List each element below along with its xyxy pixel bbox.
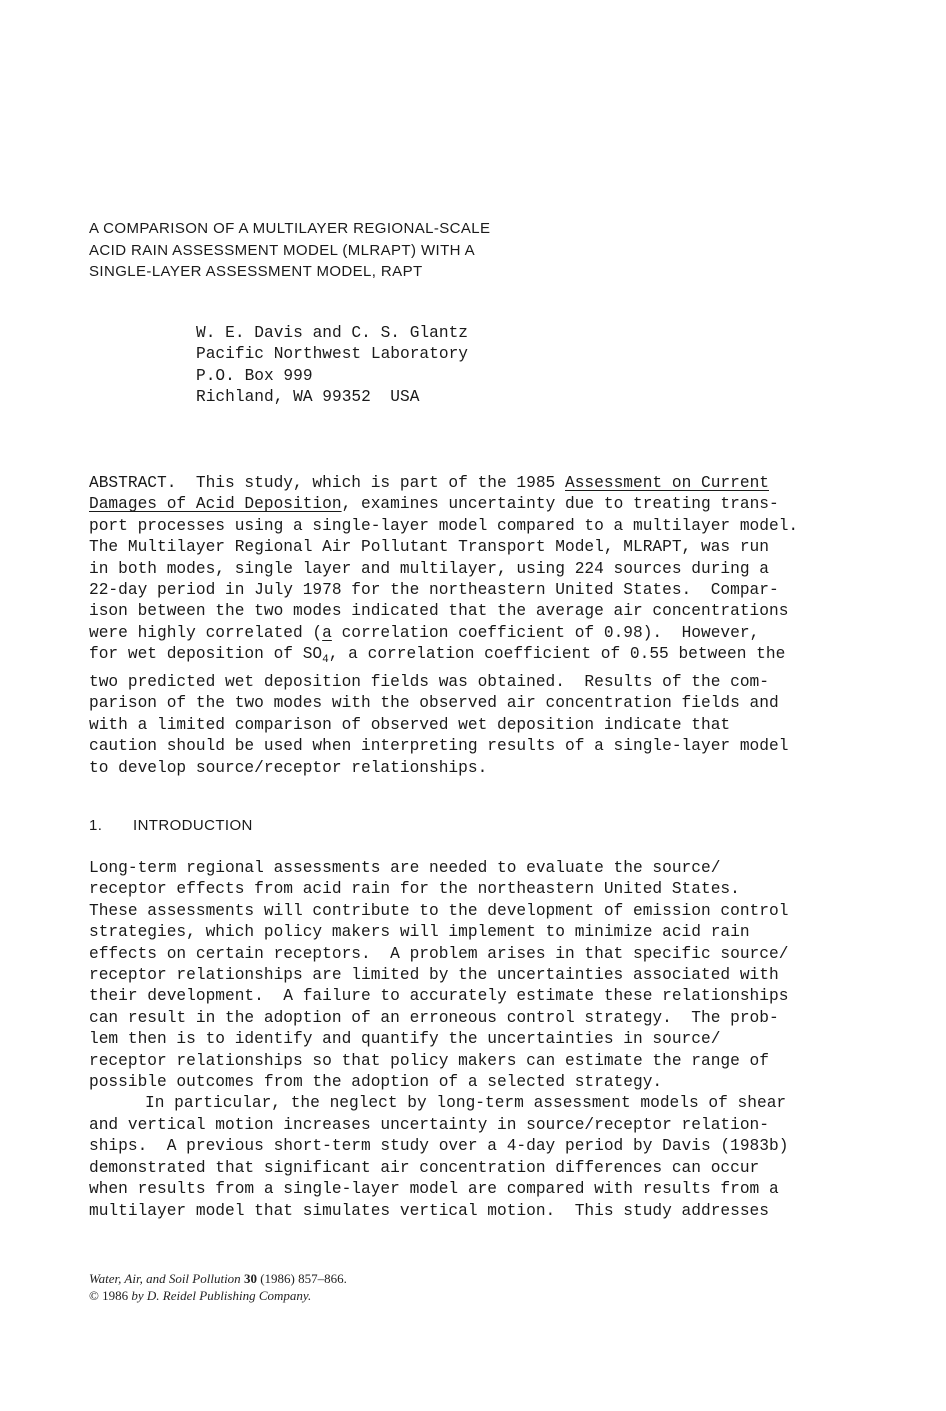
abstract-text: , a correlation coefficient of 0.55 between the: [328, 645, 786, 664]
body-line: demonstrated that significant air concentration differences can occur: [89, 1158, 760, 1177]
abstract-line: [89, 644, 798, 672]
copyright-line: [89, 1287, 347, 1304]
abstract-text: , examines uncertainty due to treating trans-: [341, 495, 779, 514]
address: P.O. Box 999: [196, 366, 313, 385]
copyright-symbol: ©: [89, 1288, 99, 1303]
body-line: receptor relationships so that policy makers can estimate the range of: [89, 1051, 769, 1070]
underlined-title: Damages of Acid Deposition: [89, 495, 342, 514]
abstract-line: [89, 494, 798, 515]
abstract-text: were highly correlated (: [89, 623, 323, 642]
publisher: by D. Reidel Publishing Company.: [131, 1288, 312, 1303]
underlined-word: a: [322, 623, 332, 642]
body-line: can result in the adoption of an erroneous control strategy. The prob-: [89, 1008, 779, 1027]
journal-footer: [89, 1270, 347, 1304]
section-title: INTRODUCTION: [133, 817, 253, 834]
abstract-line: port processes using a single-layer model compared to a multilayer model.: [89, 516, 799, 535]
city: Richland, WA 99352 USA: [196, 388, 420, 407]
body-line: multilayer model that simulates vertical motion. This study addresses: [89, 1201, 769, 1220]
body-line: when results from a single-layer model are compared with results from a: [89, 1180, 779, 1199]
copyright-year: 1986: [102, 1288, 129, 1303]
abstract-line: caution should be used when interpreting results of a single-layer model: [89, 737, 789, 756]
paper-title: [89, 218, 490, 283]
volume: 30: [243, 1271, 257, 1286]
abstract-line: 22-day period in July 1978 for the northeastern United States. Compar-: [89, 581, 779, 600]
subscript: 4: [322, 654, 329, 667]
title-line: ACID RAIN ASSESSMENT MODEL (MLRAPT) WITH A: [89, 241, 476, 259]
body-line: strategies, which policy makers will implement to minimize acid rain: [89, 923, 750, 942]
abstract-line: [89, 623, 798, 644]
body-line: receptor relationships are limited by the uncertainties associated with: [89, 966, 779, 985]
abstract-text: correlation coefficient of 0.98). However,: [331, 623, 760, 642]
body-line: possible outcomes from the adoption of a selected strategy.: [89, 1073, 663, 1092]
body-line: Long-term regional assessments are needed to evaluate the source/: [89, 859, 721, 877]
abstract-line: ison between the two modes indicated that the average air concentrations: [89, 602, 789, 621]
citation-line: [89, 1270, 347, 1287]
title-line: A COMPARISON OF A MULTILAYER REGIONAL-SCALE: [89, 220, 491, 237]
section-number: 1.: [89, 817, 103, 834]
abstract-line: The Multilayer Regional Air Pollutant Transport Model, MLRAPT, was run: [89, 538, 769, 557]
abstract-line: [89, 473, 798, 494]
author-names: W. E. Davis and C. S. Glantz: [196, 324, 468, 342]
underlined-title: Assessment on Current: [565, 474, 769, 492]
abstract: [89, 473, 798, 779]
abstract-line: to develop source/receptor relationships.: [89, 758, 488, 777]
body-line: These assessments will contribute to the development of emission control: [89, 901, 789, 920]
abstract-line: two predicted wet deposition fields was obtained. Results of the com-: [89, 672, 769, 691]
body-line: and vertical motion increases uncertainty in source/receptor relation-: [89, 1115, 769, 1134]
body-line: receptor effects from acid rain for the northeastern United States.: [89, 880, 740, 899]
section-heading: [89, 815, 253, 836]
pages: (1986) 857–866.: [260, 1271, 347, 1286]
body-line: ships. A previous short-term study over a 4-day period by Davis (1983b): [89, 1137, 789, 1156]
body-line: effects on certain receptors. A problem arises in that specific source/: [89, 944, 789, 963]
body-line: their development. A failure to accurately estimate these relationships: [89, 987, 789, 1006]
title-line: SINGLE-LAYER ASSESSMENT MODEL, RAPT: [89, 263, 423, 280]
abstract-text: ABSTRACT. This study, which is part of the 1985: [89, 474, 565, 492]
author-affiliation: [196, 323, 468, 409]
institution: Pacific Northwest Laboratory: [196, 345, 468, 364]
body-line: In particular, the neglect by long-term assessment models of shear: [145, 1094, 787, 1113]
abstract-text: for wet deposition of SO: [89, 645, 323, 664]
abstract-line: in both modes, single layer and multilayer, using 224 sources during a: [89, 559, 769, 578]
abstract-line: with a limited comparison of observed wet deposition indicate that: [89, 715, 731, 734]
introduction-body: [89, 858, 788, 1222]
body-line: lem then is to identify and quantify the uncertainties in source/: [89, 1030, 721, 1049]
abstract-line: parison of the two modes with the observed air concentration fields and: [89, 694, 779, 713]
journal-name: Water, Air, and Soil Pollution: [89, 1271, 241, 1286]
